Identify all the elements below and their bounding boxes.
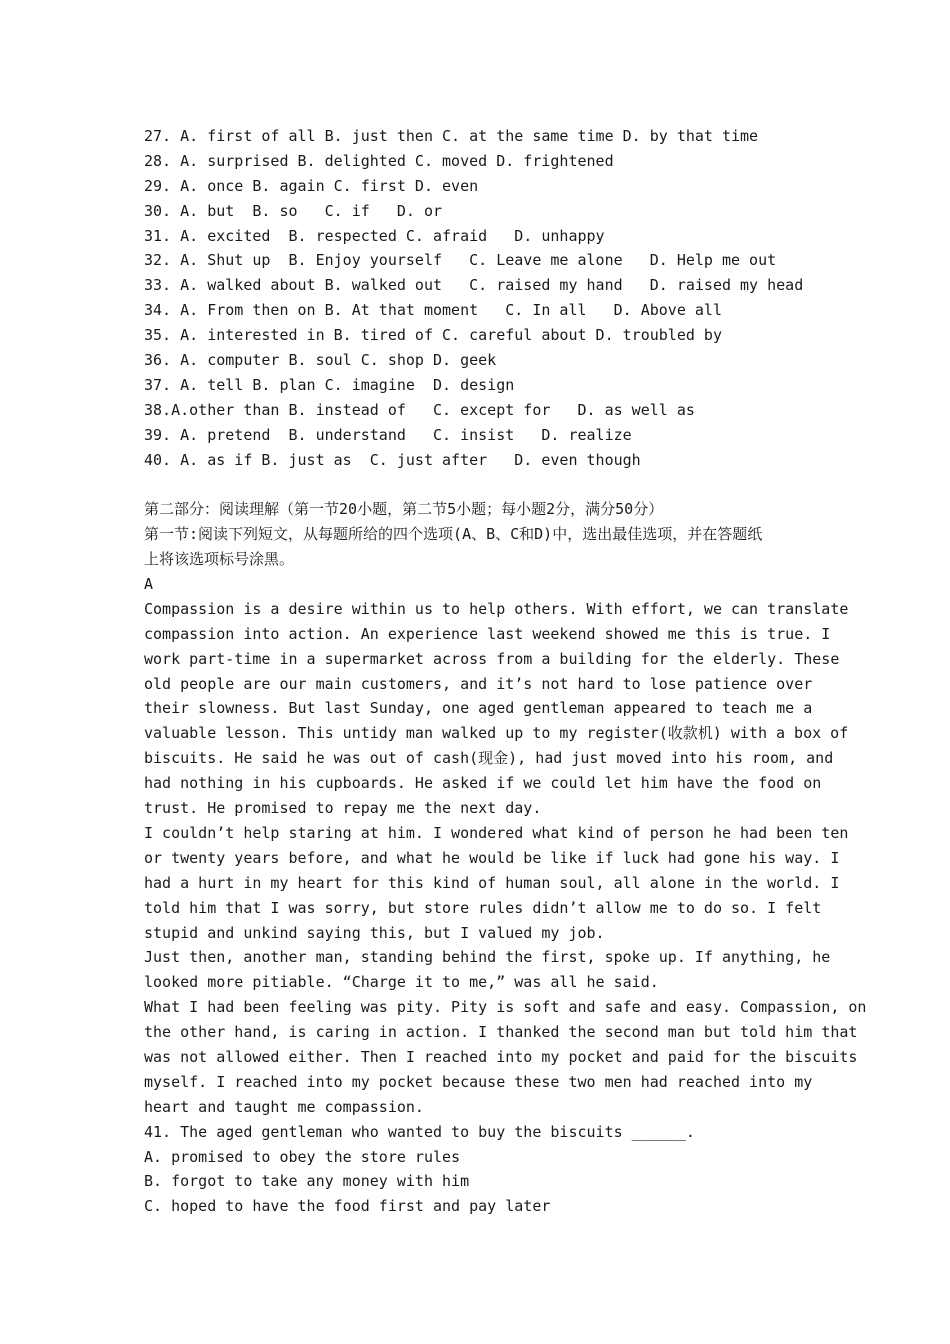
passage-line: was not allowed either. Then I reached into my pocket and paid for the biscuits bbox=[144, 1047, 858, 1066]
cloze-option-30: 30. A. but B. so C. if D. or bbox=[144, 201, 443, 220]
passage-line: work part-time in a supermarket across from a building for the elderly. These bbox=[144, 649, 840, 668]
cloze-option-35: 35. A. interested in B. tired of C. careful about D. troubled by bbox=[144, 326, 722, 345]
question-option-b: B. forgot to take any money with him bbox=[144, 1172, 470, 1191]
passage-line: I couldn’t help staring at him. I wondered what kind of person he had been ten bbox=[144, 823, 849, 842]
cloze-option-34: 34. A. From then on B. At that moment C. In all D. Above all bbox=[144, 301, 722, 320]
passage-line: told him that I was sorry, but store rules didn’t allow me to do so. I felt bbox=[144, 898, 822, 917]
cloze-option-27: 27. A. first of all B. just then C. at the same time D. by that time bbox=[144, 127, 759, 145]
passage-line: compassion into action. An experience last weekend showed me this is true. I bbox=[144, 624, 831, 643]
question-option-a: A. promised to obey the store rules bbox=[144, 1147, 461, 1166]
passage-line: trust. He promised to repay me the next day. bbox=[144, 799, 542, 818]
passage-line: valuable lesson. This untidy man walked up to my register(收款机) with a box of bbox=[144, 724, 849, 743]
passage-line: What I had been feeling was pity. Pity is soft and safe and easy. Compassion, on bbox=[144, 998, 867, 1017]
question-41 bbox=[144, 1120, 824, 1220]
passage-line: had nothing in his cupboards. He asked if we could let him have the food on bbox=[144, 774, 822, 793]
passage-line: looked more pitiable. “Charge it to me,” was all he said. bbox=[144, 973, 659, 992]
cloze-option-40: 40. A. as if B. just as C. just after D. even though bbox=[144, 450, 641, 469]
cloze-option-28: 28. A. surprised B. delighted C. moved D. frightened bbox=[144, 151, 614, 170]
passage-line: biscuits. He said he was out of cash(现金), had just moved into his room, and bbox=[144, 749, 834, 768]
passage-line: the other hand, is caring in action. I thanked the second man but told him that bbox=[144, 1023, 858, 1042]
section-instruction-line2: 上将该选项标号涂黑。 bbox=[144, 550, 295, 569]
cloze-option-29: 29. A. once B. again C. first D. even bbox=[144, 176, 479, 195]
question-stem: 41. The aged gentleman who wanted to buy the biscuits ______. bbox=[144, 1122, 695, 1141]
passage-line: Compassion is a desire within us to help others. With effort, we can translate bbox=[144, 599, 849, 618]
cloze-option-31: 31. A. excited B. respected C. afraid D. unhappy bbox=[144, 226, 605, 245]
passage-line: their slowness. But last Sunday, one aged gentleman appeared to teach me a bbox=[144, 699, 813, 718]
passage-line: Just then, another man, standing behind the first, spoke up. If anything, he bbox=[144, 948, 831, 967]
passage-line: had a hurt in my heart for this kind of human soul, all alone in the world. I bbox=[144, 873, 840, 892]
section-instruction-line1: 第一节:阅读下列短文，从每题所给的四个选项(A、B、C和D)中，选出最佳选项，并在答题纸 bbox=[144, 525, 763, 544]
cloze-option-33: 33. A. walked about B. walked out C. raised my hand D. raised my head bbox=[144, 276, 804, 295]
cloze-option-32: 32. A. Shut up B. Enjoy yourself C. Leave me alone D. Help me out bbox=[144, 251, 777, 270]
cloze-option-36: 36. A. computer B. soul C. shop D. geek bbox=[144, 351, 497, 370]
cloze-option-39: 39. A. pretend B. understand C. insist D. realize bbox=[144, 425, 632, 444]
cloze-options-list bbox=[144, 124, 824, 472]
reading-section-header bbox=[144, 497, 824, 597]
cloze-option-38: 38.A.other than B. instead of C. except for D. as well as bbox=[144, 400, 695, 419]
document-page bbox=[144, 124, 867, 1219]
passage-line: or twenty years before, and what he would be like if luck had gone his way. I bbox=[144, 848, 840, 867]
spacer bbox=[144, 472, 824, 497]
section-heading: 第二部分：阅读理解（第一节20小题，第二节5小题；每小题2分，满分50分） bbox=[144, 500, 664, 519]
passage-line: myself. I reached into my pocket because these two men had reached into my bbox=[144, 1072, 813, 1091]
passage-label: A bbox=[144, 575, 154, 594]
passage-line: old people are our main customers, and it’s not hard to lose patience over bbox=[144, 674, 813, 693]
question-option-c: C. hoped to have the food first and pay later bbox=[144, 1197, 551, 1216]
passage-line: heart and taught me compassion. bbox=[144, 1097, 424, 1116]
passage-text bbox=[144, 597, 867, 1120]
cloze-option-37: 37. A. tell B. plan C. imagine D. design bbox=[144, 375, 515, 394]
passage-line: stupid and unkind saying this, but I valued my job. bbox=[144, 923, 605, 942]
